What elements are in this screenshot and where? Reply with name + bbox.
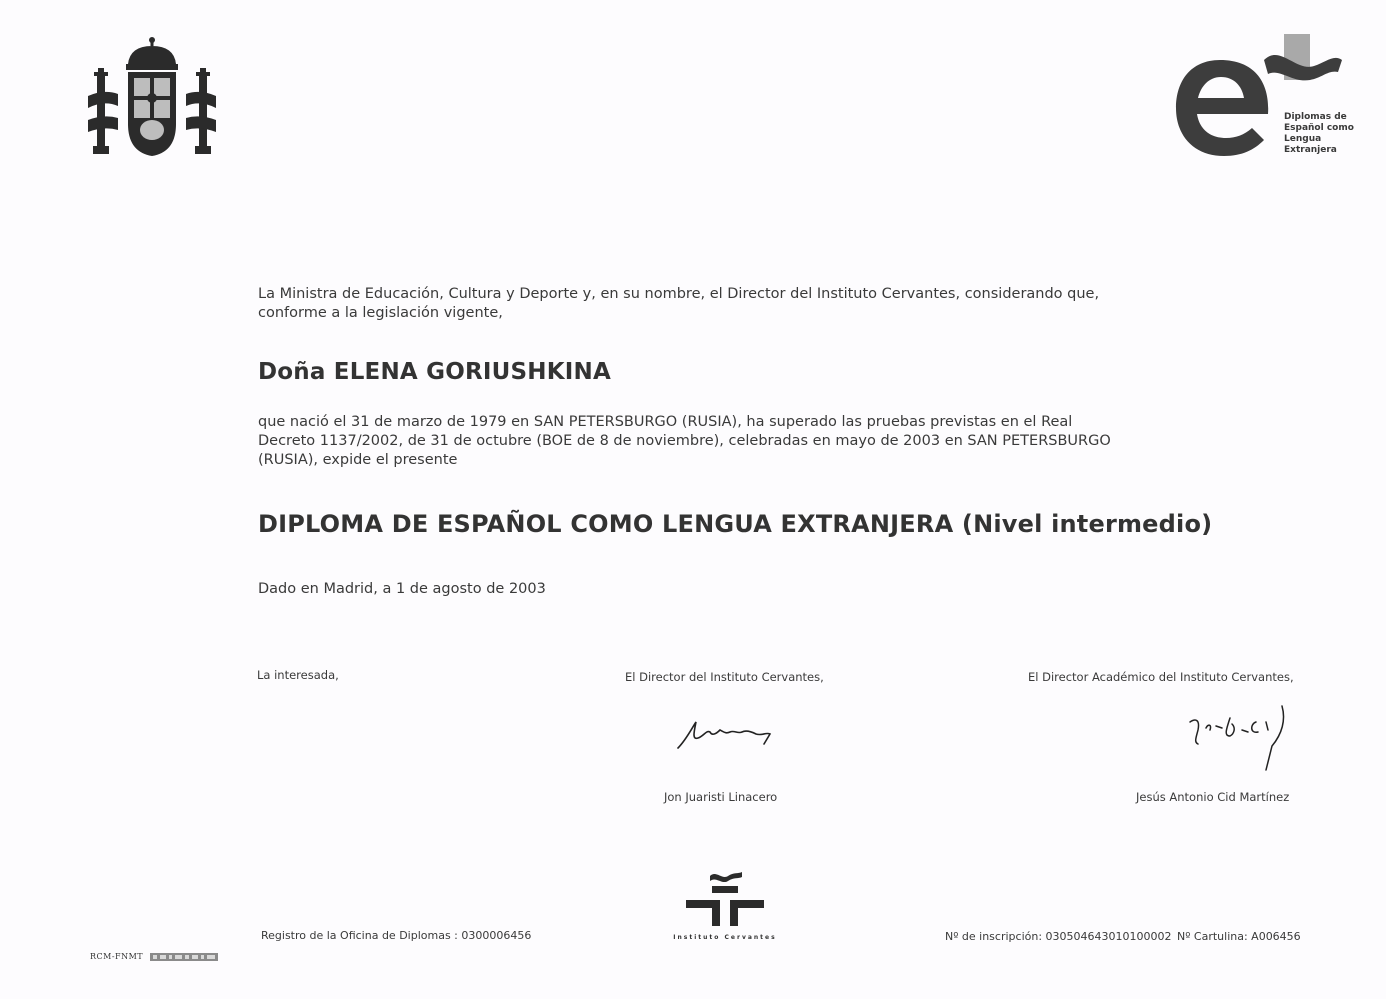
inscription-number: Nº de inscripción: 030504643010100002: [945, 930, 1172, 943]
fnmt-label: RCM-FNMT: [90, 952, 144, 961]
academic-director-signature-icon: [1186, 700, 1292, 772]
details-paragraph: que nació el 31 de marzo de 1979 en SAN PETERSBURGO (RUSIA), ha superado las pruebas previstas en el Real Decreto 1137/2002, de 31 de octubre (BOE de 8 de noviembre), celebradas en mayo de 2003 en SAN PETERSBURGO (RUSIA), expide el presente: [258, 414, 1111, 468]
candidate-name: Doña ELENA GORIUSHKINA: [258, 359, 611, 385]
spanish-coat-of-arms-icon: [88, 34, 216, 162]
issue-date: Dado en Madrid, a 1 de agosto de 2003: [258, 581, 546, 597]
dele-caption: [1284, 112, 1374, 156]
director-name: Jon Juaristi Linacero: [664, 790, 778, 804]
dele-caption-line: Extranjera: [1284, 145, 1337, 155]
cartulina-number: Nº Cartulina: A006456: [1177, 930, 1301, 943]
cervantes-caption: Instituto Cervantes: [673, 934, 777, 941]
signature-label-candidate: La interesada,: [257, 668, 339, 682]
signature-label-academic-director: El Director Académico del Instituto Cervantes,: [1028, 670, 1294, 684]
director-signature-icon: [672, 710, 782, 754]
fnmt-security-code-icon: [150, 952, 218, 962]
dele-caption-line: Español como: [1284, 123, 1354, 133]
dele-caption-line: Diplomas de: [1284, 112, 1347, 122]
academic-director-name: Jesús Antonio Cid Martínez: [1136, 790, 1290, 804]
dele-caption-line: Lengua: [1284, 134, 1322, 144]
registry-number: Registro de la Oficina de Diplomas : 0300006456: [261, 929, 532, 942]
signature-label-director: El Director del Instituto Cervantes,: [625, 670, 824, 684]
instituto-cervantes-logo-icon: [684, 868, 766, 930]
intro-paragraph: La Ministra de Educación, Cultura y Deporte y, en su nombre, el Director del Instituto Cervantes, considerando que, conforme a la legislación vigente,: [258, 286, 1100, 321]
diploma-title: DIPLOMA DE ESPAÑOL COMO LENGUA EXTRANJERA (Nivel intermedio): [258, 510, 1213, 538]
